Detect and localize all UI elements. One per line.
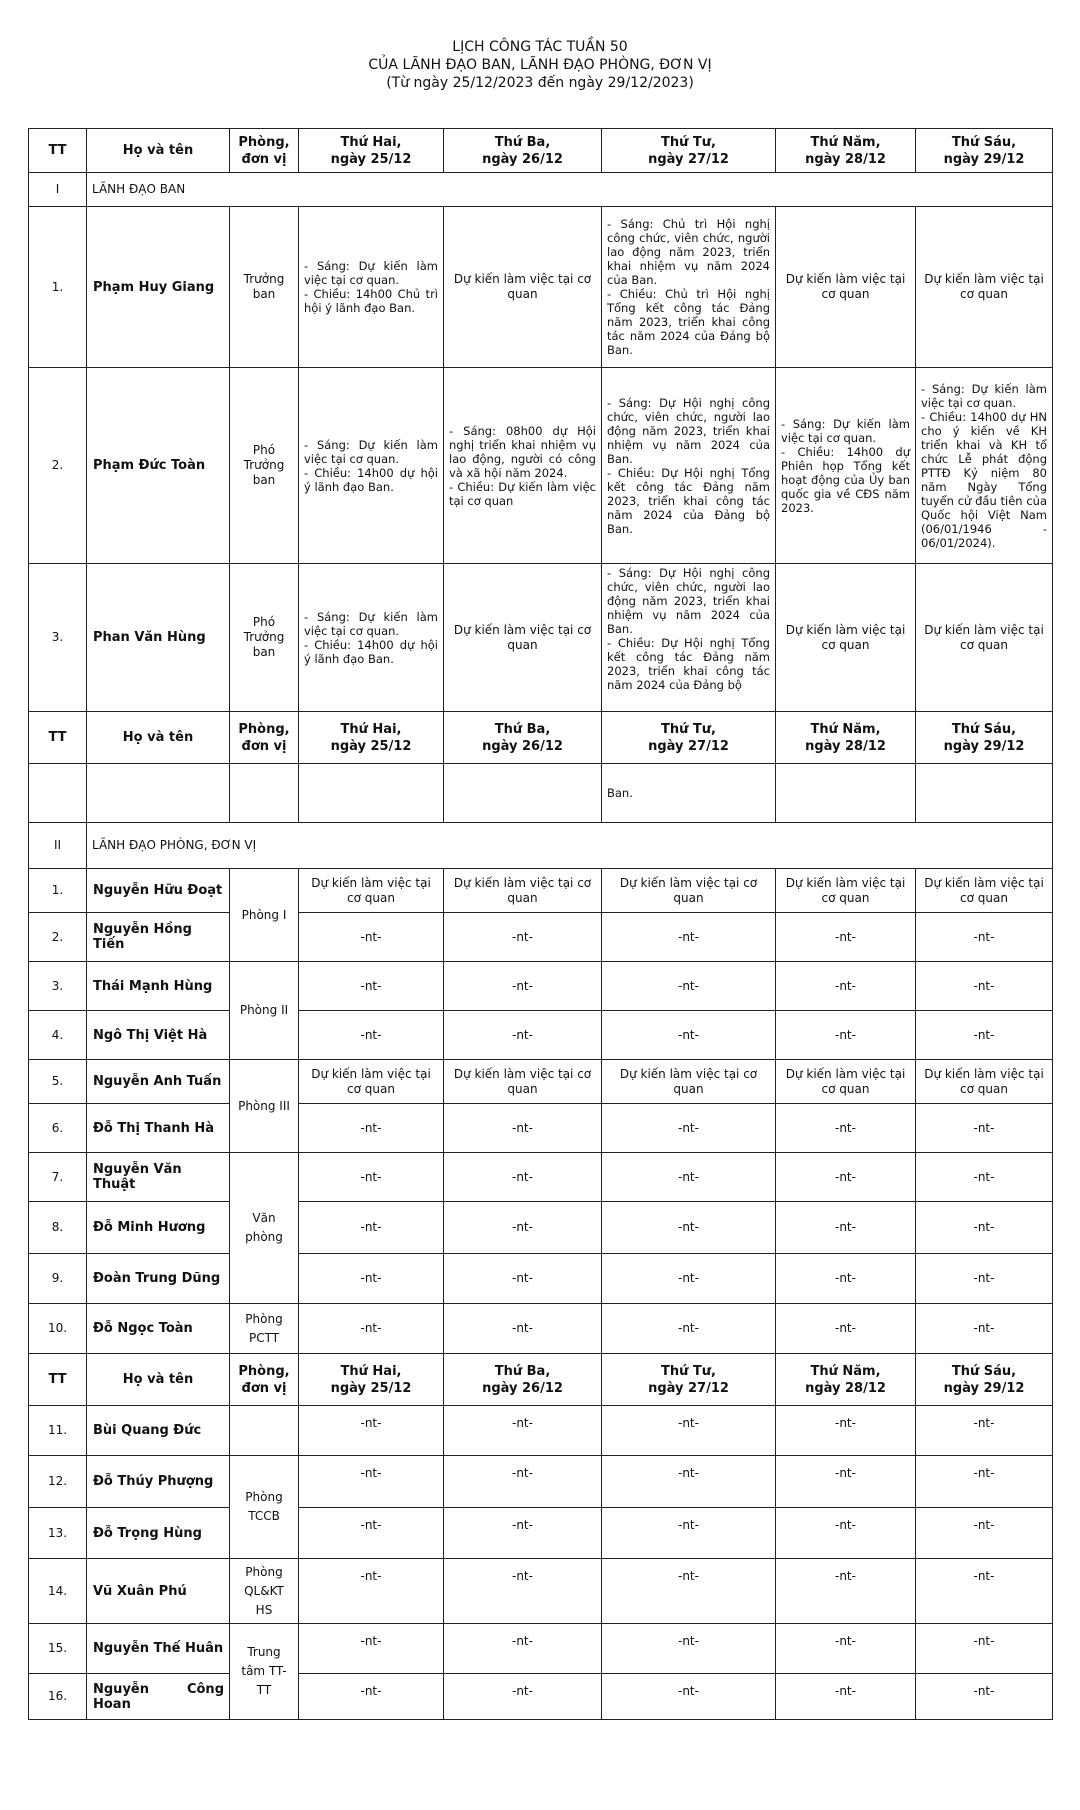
person-name: Nguyễn Công Hoan: [87, 1674, 230, 1720]
header-day-name: Thứ Sáu,: [951, 134, 1017, 150]
person-position: Phó Trưởng ban: [230, 564, 299, 712]
header-day: [602, 1354, 776, 1406]
header-day-name: Thứ Tư,: [661, 721, 716, 737]
schedule-entry-same: -nt-: [916, 1254, 1053, 1304]
person-name: Đỗ Thúy Phượng: [87, 1456, 230, 1508]
schedule-entry-same: -nt-: [916, 1508, 1053, 1559]
schedule-entry-same: -nt-: [444, 913, 602, 962]
schedule-entry-same: -nt-: [776, 1254, 916, 1304]
row-number: 7.: [29, 1153, 87, 1202]
header-tt: TT: [29, 712, 87, 764]
person-name: Thái Mạnh Hùng: [87, 962, 230, 1011]
schedule-entry: Dự kiến làm việc tại cơ quan: [444, 1060, 602, 1104]
empty-cell: [230, 764, 299, 823]
schedule-entry-same: -nt-: [602, 913, 776, 962]
table-row: [29, 1254, 1053, 1304]
table-row: [29, 1060, 1053, 1104]
header-day: [776, 1354, 916, 1406]
schedule-entry-same: -nt-: [299, 962, 444, 1011]
header-day: [916, 1354, 1053, 1406]
header-day-name: Thứ Năm,: [810, 134, 881, 150]
schedule-entry-same: -nt-: [916, 1104, 1053, 1153]
schedule-entry-same: -nt-: [916, 1674, 1053, 1720]
schedule-entry-same: -nt-: [602, 1624, 776, 1674]
document-header: [0, 38, 1080, 92]
person-name: Nguyễn Hữu Đoạt: [87, 869, 230, 913]
table-row: [29, 1674, 1053, 1720]
schedule-entry-same: -nt-: [299, 1254, 444, 1304]
schedule-table: [28, 128, 1053, 1720]
header-day: [602, 129, 776, 173]
schedule-entry-same: -nt-: [602, 1559, 776, 1624]
schedule-entry: - Sáng: Dự kiến làm việc tại cơ quan. - Chiều: 14h00 dự hội ý lãnh đạo Ban.: [299, 564, 444, 712]
header-day-date: ngày 26/12: [482, 1380, 563, 1396]
header-day: [299, 129, 444, 173]
header-dept-line1: Phòng,: [238, 1363, 290, 1379]
header-day: [444, 1354, 602, 1406]
schedule-entry-same: -nt-: [602, 1254, 776, 1304]
table-row: [29, 1559, 1053, 1624]
schedule-entry-same: -nt-: [602, 1456, 776, 1508]
person-name: Nguyễn Thế Huân: [87, 1624, 230, 1674]
schedule-entry-same: -nt-: [444, 1508, 602, 1559]
section-label: LÃNH ĐẠO BAN: [87, 173, 1053, 207]
section-label: LÃNH ĐẠO PHÒNG, ĐƠN VỊ: [87, 823, 1053, 869]
schedule-entry-same: -nt-: [444, 1104, 602, 1153]
table-row: [29, 962, 1053, 1011]
schedule-entry: Dự kiến làm việc tại cơ quan: [444, 564, 602, 712]
person-name: Đỗ Minh Hương: [87, 1202, 230, 1254]
person-name: Ngô Thị Việt Hà: [87, 1011, 230, 1060]
header-day: [299, 712, 444, 764]
section-number: II: [29, 823, 87, 869]
header-day-date: ngày 25/12: [330, 738, 412, 754]
schedule-entry: Dự kiến làm việc tại cơ quan: [916, 207, 1053, 368]
schedule-entry-same: -nt-: [776, 1456, 916, 1508]
schedule-entry-same: -nt-: [444, 1559, 602, 1624]
header-day-name: Thứ Ba,: [494, 721, 551, 737]
schedule-entry: Dự kiến làm việc tại cơ quan: [444, 207, 602, 368]
table-row: [29, 368, 1053, 564]
schedule-entry-continuation: Ban.: [602, 764, 776, 823]
schedule-entry-same: -nt-: [444, 1304, 602, 1354]
department-name: Phòng I: [230, 869, 299, 962]
schedule-entry: Dự kiến làm việc tại cơ quan: [602, 1060, 776, 1104]
schedule-entry-same: -nt-: [299, 1559, 444, 1624]
schedule-entry-same: -nt-: [916, 913, 1053, 962]
header-day-name: Thứ Năm,: [810, 1363, 881, 1379]
table-row: [29, 1456, 1053, 1508]
header-name: Họ và tên: [87, 129, 230, 173]
header-dept-line2: đơn vị: [241, 738, 287, 754]
header-day-date: ngày 26/12: [482, 738, 563, 754]
schedule-entry-same: -nt-: [602, 962, 776, 1011]
empty-cell: [87, 764, 230, 823]
header-day-name: Thứ Sáu,: [951, 1363, 1017, 1379]
header-day-name: Thứ Sáu,: [951, 721, 1017, 737]
schedule-entry-same: -nt-: [444, 1254, 602, 1304]
schedule-entry-same: -nt-: [776, 1559, 916, 1624]
schedule-entry-same: -nt-: [444, 1674, 602, 1720]
header-day-name: Thứ Hai,: [340, 721, 402, 737]
table-row: [29, 1508, 1053, 1559]
person-name: Bùi Quang Đức: [87, 1406, 230, 1456]
header-day-date: ngày 27/12: [648, 1380, 729, 1396]
header-day-date: ngày 29/12: [943, 1380, 1025, 1396]
department-name: Phòng TCCB: [230, 1456, 299, 1559]
schedule-entry-same: -nt-: [916, 1153, 1053, 1202]
table-row: [29, 913, 1053, 962]
table-row: [29, 869, 1053, 913]
schedule-body: [29, 129, 1053, 1720]
schedule-entry: - Sáng: Dự kiến làm việc tại cơ quan. - Chiều: 14h00 dự HN cho ý kiến về KH triển khai và KH tổ chức Lễ phát động PTTĐ Kỷ niệm 80 năm Ngày Tổng tuyển cử đầu tiên của Quốc hội Việt Nam (06/01/1946 - 06/01/2024).: [916, 368, 1053, 564]
schedule-entry-same: -nt-: [444, 1406, 602, 1456]
header-day-name: Thứ Hai,: [340, 1363, 402, 1379]
table-row: [29, 1153, 1053, 1202]
schedule-entry: Dự kiến làm việc tại cơ quan: [776, 1060, 916, 1104]
schedule-entry-same: -nt-: [444, 1624, 602, 1674]
schedule-entry: - Sáng: 08h00 dự Hội nghị triển khai nhiệm vụ lao động, người có công và xã hội năm 2024. - Chiều: Dự kiến làm việc tại cơ quan: [444, 368, 602, 564]
department-name: Văn phòng: [230, 1153, 299, 1304]
schedule-entry: - Sáng: Dự Hội nghị công chức, viên chức, người lao động năm 2023, triển khai nhiệm vụ năm 2024 của Ban. - Chiều: Dự Hội nghị Tổng kết công tác Đảng năm 2023, triển khai công tác năm 2024 của Đảng bộ: [602, 564, 776, 712]
schedule-entry-same: -nt-: [602, 1104, 776, 1153]
continuation-row: [29, 764, 1053, 823]
schedule-entry-same: -nt-: [916, 1624, 1053, 1674]
row-number: 6.: [29, 1104, 87, 1153]
row-number: 1.: [29, 207, 87, 368]
header-dept: [230, 712, 299, 764]
schedule-entry-same: -nt-: [602, 1202, 776, 1254]
schedule-entry-same: -nt-: [776, 1406, 916, 1456]
person-name: Vũ Xuân Phú: [87, 1559, 230, 1624]
header-day: [444, 712, 602, 764]
header-day-name: Thứ Ba,: [494, 134, 551, 150]
schedule-entry-same: -nt-: [776, 1674, 916, 1720]
person-name: Nguyễn Văn Thuật: [87, 1153, 230, 1202]
row-number: 2.: [29, 368, 87, 564]
header-day: [916, 129, 1053, 173]
header-tt: TT: [29, 1354, 87, 1406]
schedule-entry-same: -nt-: [299, 1406, 444, 1456]
department-name: Phòng III: [230, 1060, 299, 1153]
header-day-date: ngày 25/12: [330, 1380, 412, 1396]
schedule-subtitle: CỦA LÃNH ĐẠO BAN, LÃNH ĐẠO PHÒNG, ĐƠN VỊ: [368, 57, 712, 73]
schedule-entry-same: -nt-: [776, 1153, 916, 1202]
row-number: 3.: [29, 564, 87, 712]
schedule-entry-same: -nt-: [299, 1456, 444, 1508]
header-row: [29, 129, 1053, 173]
person-name: Phan Văn Hùng: [87, 564, 230, 712]
schedule-entry-same: -nt-: [776, 913, 916, 962]
schedule-entry-same: -nt-: [916, 1559, 1053, 1624]
empty-cell: [776, 764, 916, 823]
section-number: I: [29, 173, 87, 207]
person-name: Phạm Đức Toàn: [87, 368, 230, 564]
empty-cell: [916, 764, 1053, 823]
header-dept: [230, 1354, 299, 1406]
header-day-date: ngày 28/12: [805, 1380, 886, 1396]
section-row: [29, 823, 1053, 869]
schedule-entry-same: -nt-: [444, 1153, 602, 1202]
table-row: [29, 564, 1053, 712]
person-name: Đỗ Thị Thanh Hà: [87, 1104, 230, 1153]
schedule-title: LỊCH CÔNG TÁC TUẦN 50: [452, 39, 628, 55]
schedule-entry: Dự kiến làm việc tại cơ quan: [916, 869, 1053, 913]
schedule-entry: Dự kiến làm việc tại cơ quan: [776, 564, 916, 712]
header-dept: [230, 129, 299, 173]
schedule-entry: Dự kiến làm việc tại cơ quan: [776, 869, 916, 913]
schedule-entry-same: -nt-: [299, 1304, 444, 1354]
department-name: Phòng PCTT: [230, 1304, 299, 1354]
schedule-entry: - Sáng: Chủ trì Hội nghị công chức, viên chức, người lao động năm 2023, triển khai nhiệm vụ năm 2024 của Ban. - Chiều: Chủ trì Hội nghị Tổng kết công tác Đảng năm 2023, triển khai công tác năm 2024 của Đảng bộ Ban.: [602, 207, 776, 368]
empty-cell: [230, 1406, 299, 1456]
schedule-entry-same: -nt-: [299, 1202, 444, 1254]
schedule-entry-same: -nt-: [916, 1202, 1053, 1254]
table-row: [29, 1011, 1053, 1060]
schedule-entry: - Sáng: Dự kiến làm việc tại cơ quan. - Chiều: 14h00 dự Phiên họp Tổng kết hoạt động của Ủy ban quốc gia về CĐS năm 2023.: [776, 368, 916, 564]
row-number: 4.: [29, 1011, 87, 1060]
person-position: Trưởng ban: [230, 207, 299, 368]
table-row: [29, 1624, 1053, 1674]
schedule-entry-same: -nt-: [776, 1104, 916, 1153]
person-name: Nguyễn Anh Tuấn: [87, 1060, 230, 1104]
schedule-date-range: (Từ ngày 25/12/2023 đến ngày 29/12/2023): [386, 75, 694, 91]
header-day: [776, 129, 916, 173]
schedule-entry: Dự kiến làm việc tại cơ quan: [299, 1060, 444, 1104]
header-day-name: Thứ Tư,: [661, 134, 716, 150]
schedule-entry: - Sáng: Dự Hội nghị công chức, viên chức, người lao động năm 2023, triển khai nhiệm vụ năm 2024 của Ban. - Chiều: Dự Hội nghị Tổng kết công tác Đảng năm 2023, triển khai công tác năm 2024 của Đảng bộ Ban.: [602, 368, 776, 564]
person-name: Đỗ Trọng Hùng: [87, 1508, 230, 1559]
header-dept-line2: đơn vị: [241, 151, 287, 167]
schedule-entry-same: -nt-: [299, 1153, 444, 1202]
schedule-entry-same: -nt-: [444, 1456, 602, 1508]
schedule-entry-same: -nt-: [602, 1406, 776, 1456]
table-row: [29, 1304, 1053, 1354]
schedule-entry: Dự kiến làm việc tại cơ quan: [776, 207, 916, 368]
schedule-entry-same: -nt-: [299, 1624, 444, 1674]
row-number: 16.: [29, 1674, 87, 1720]
header-day-date: ngày 28/12: [805, 151, 886, 167]
header-day: [776, 712, 916, 764]
header-name: Họ và tên: [87, 1354, 230, 1406]
row-number: 9.: [29, 1254, 87, 1304]
schedule-entry: Dự kiến làm việc tại cơ quan: [602, 869, 776, 913]
header-name: Họ và tên: [87, 712, 230, 764]
department-name: Phòng II: [230, 962, 299, 1060]
header-day-date: ngày 26/12: [482, 151, 563, 167]
header-day-date: ngày 29/12: [943, 151, 1025, 167]
row-number: 11.: [29, 1406, 87, 1456]
header-tt: TT: [29, 129, 87, 173]
row-number: 1.: [29, 869, 87, 913]
schedule-entry: Dự kiến làm việc tại cơ quan: [916, 564, 1053, 712]
person-name: Đỗ Ngọc Toàn: [87, 1304, 230, 1354]
schedule-entry-same: -nt-: [602, 1304, 776, 1354]
header-day: [444, 129, 602, 173]
header-dept-line2: đơn vị: [241, 1380, 287, 1396]
section-row: [29, 173, 1053, 207]
row-number: 12.: [29, 1456, 87, 1508]
header-day: [299, 1354, 444, 1406]
department-name: Phòng QL&KT HS: [230, 1559, 299, 1624]
empty-cell: [29, 764, 87, 823]
schedule-entry-same: -nt-: [776, 962, 916, 1011]
schedule-entry-same: -nt-: [299, 1011, 444, 1060]
row-number: 15.: [29, 1624, 87, 1674]
row-number: 13.: [29, 1508, 87, 1559]
header-day-name: Thứ Tư,: [661, 1363, 716, 1379]
schedule-entry-same: -nt-: [602, 1011, 776, 1060]
schedule-entry-same: -nt-: [299, 1674, 444, 1720]
table-row: [29, 1104, 1053, 1153]
header-day-name: Thứ Hai,: [340, 134, 402, 150]
empty-cell: [444, 764, 602, 823]
schedule-entry: Dự kiến làm việc tại cơ quan: [916, 1060, 1053, 1104]
header-row: [29, 1354, 1053, 1406]
schedule-entry-same: -nt-: [776, 1202, 916, 1254]
header-day-name: Thứ Năm,: [810, 721, 881, 737]
header-day-date: ngày 25/12: [330, 151, 412, 167]
row-number: 10.: [29, 1304, 87, 1354]
schedule-entry-same: -nt-: [776, 1624, 916, 1674]
schedule-entry: - Sáng: Dự kiến làm việc tại cơ quan. - Chiều: 14h00 dự hội ý lãnh đạo Ban.: [299, 368, 444, 564]
schedule-entry-same: -nt-: [299, 1104, 444, 1153]
schedule-entry-same: -nt-: [776, 1011, 916, 1060]
schedule-entry-same: -nt-: [299, 1508, 444, 1559]
schedule-entry: Dự kiến làm việc tại cơ quan: [444, 869, 602, 913]
schedule-entry-same: -nt-: [444, 962, 602, 1011]
schedule-entry-same: -nt-: [776, 1304, 916, 1354]
schedule-entry-same: -nt-: [602, 1153, 776, 1202]
schedule-entry-same: -nt-: [776, 1508, 916, 1559]
header-day-date: ngày 28/12: [805, 738, 886, 754]
schedule-entry-same: -nt-: [916, 1304, 1053, 1354]
schedule-entry-same: -nt-: [916, 1406, 1053, 1456]
header-day: [602, 712, 776, 764]
schedule-entry-same: -nt-: [916, 962, 1053, 1011]
schedule-entry-same: -nt-: [444, 1202, 602, 1254]
empty-cell: [299, 764, 444, 823]
schedule-entry-same: -nt-: [602, 1674, 776, 1720]
schedule-entry-same: -nt-: [916, 1456, 1053, 1508]
row-number: 8.: [29, 1202, 87, 1254]
header-day-date: ngày 27/12: [648, 738, 729, 754]
header-day: [916, 712, 1053, 764]
department-name: Trung tâm TT-TT: [230, 1624, 299, 1720]
row-number: 5.: [29, 1060, 87, 1104]
schedule-entry: - Sáng: Dự kiến làm việc tại cơ quan. - Chiều: 14h00 Chủ trì hội ý lãnh đạo Ban.: [299, 207, 444, 368]
header-day-name: Thứ Ba,: [494, 1363, 551, 1379]
person-position: Phó Trưởng ban: [230, 368, 299, 564]
header-day-date: ngày 29/12: [943, 738, 1025, 754]
person-name: Đoàn Trung Dũng: [87, 1254, 230, 1304]
table-row: [29, 1202, 1053, 1254]
schedule-entry: Dự kiến làm việc tại cơ quan: [299, 869, 444, 913]
header-day-date: ngày 27/12: [648, 151, 729, 167]
table-row: [29, 1406, 1053, 1456]
header-dept-line1: Phòng,: [238, 134, 290, 150]
schedule-entry-same: -nt-: [444, 1011, 602, 1060]
row-number: 2.: [29, 913, 87, 962]
header-row: [29, 712, 1053, 764]
schedule-entry-same: -nt-: [602, 1508, 776, 1559]
table-row: [29, 207, 1053, 368]
row-number: 14.: [29, 1559, 87, 1624]
schedule-entry-same: -nt-: [916, 1011, 1053, 1060]
schedule-entry-same: -nt-: [299, 913, 444, 962]
person-name: Nguyễn Hồng Tiến: [87, 913, 230, 962]
header-dept-line1: Phòng,: [238, 721, 290, 737]
row-number: 3.: [29, 962, 87, 1011]
person-name: Phạm Huy Giang: [87, 207, 230, 368]
